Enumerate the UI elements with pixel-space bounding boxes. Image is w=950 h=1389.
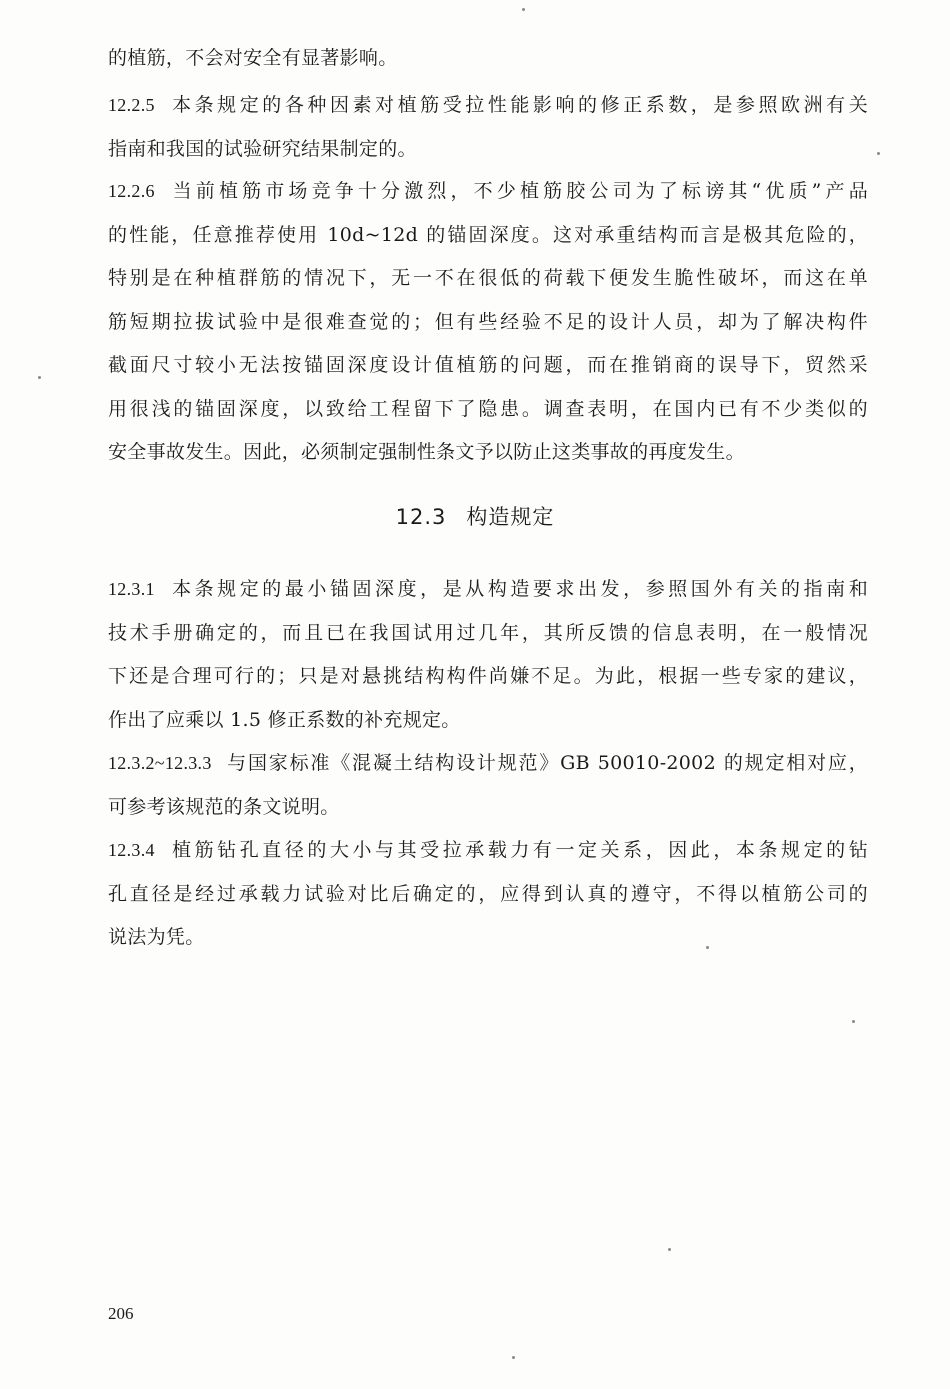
- scan-speck: [668, 1248, 671, 1251]
- text-line: 作出了应乘以 1.5 修正系数的补充规定。: [108, 708, 461, 731]
- clause-number: 12.3.1: [108, 579, 155, 599]
- scan-speck: [706, 946, 709, 949]
- clause-number: 12.2.5: [108, 95, 155, 115]
- text-line: 截面尺寸较小无法按锚固深度设计值植筋的问题，而在推销商的误导下，贸然采: [108, 354, 868, 376]
- text-line: 的性能，任意推荐使用 10d~12d 的锚固深度。这对承重结构而言是极其危险的，: [108, 223, 868, 246]
- clause-12-3-2-to-12-3-3: [108, 742, 868, 829]
- text-run: 植筋钻孔直径的大小与其受拉承载力有一定关系，因此，本条规定的钻: [168, 839, 868, 861]
- text-line: [108, 84, 868, 128]
- text-line: 指南和我国的试验研究结果制定的。: [108, 137, 417, 160]
- section-number: 12.3: [395, 505, 447, 529]
- section-heading: [0, 497, 950, 537]
- text-run: 与国家标准《混凝土结构设计规范》GB 50010-2002 的规定相对应，: [225, 752, 868, 774]
- text-line: [108, 170, 868, 214]
- text-line: 的植筋，不会对安全有显著影响。: [108, 47, 398, 69]
- text-line: 说法为凭。: [108, 926, 205, 948]
- text-run: 本条规定的最小锚固深度，是从构造要求出发，参照国外有关的指南和: [168, 578, 868, 600]
- clause-12-3-1: [108, 568, 868, 742]
- text-line: 筋短期拉拔试验中是很难查觉的；但有些经验不足的设计人员，却为了解决构件: [108, 310, 868, 333]
- text-run: 本条规定的各种因素对植筋受拉性能影响的修正系数，是参照欧洲有关: [168, 94, 868, 116]
- clause-12-2-5: [108, 84, 868, 171]
- scan-speck: [877, 152, 880, 155]
- clause-number: 12.2.6: [108, 181, 155, 201]
- text-line: 安全事故发生。因此，必须制定强制性条文予以防止这类事故的再度发生。: [108, 441, 745, 463]
- clause-number: 12.3.2~12.3.3: [108, 753, 212, 773]
- scan-speck: [852, 1020, 855, 1023]
- scan-speck: [38, 376, 41, 379]
- text-line: 可参考该规范的条文说明。: [108, 795, 340, 818]
- section-title: 构造规定: [466, 505, 555, 529]
- text-line: 技术手册确定的，而且已在我国试用过几年，其所反馈的信息表明，在一般情况: [108, 621, 868, 644]
- text-line: 下还是合理可行的；只是对悬挑结构构件尚嫌不足。为此，根据一些专家的建议，: [108, 665, 868, 687]
- clause-number: 12.3.4: [108, 840, 155, 860]
- text-run: 当前植筋市场竞争十分激烈，不少植筋胶公司为了标谤其“优质”产品: [168, 180, 868, 202]
- page-number: 206: [108, 1304, 134, 1323]
- scan-speck: [512, 1356, 515, 1359]
- clause-12-3-4: [108, 829, 868, 960]
- text-line: [108, 568, 868, 612]
- text-line: 孔直径是经过承载力试验对比后确定的，应得到认真的遵守，不得以植筋公司的: [108, 882, 868, 905]
- text-line: 特别是在种植群筋的情况下，无一不在很低的荷载下便发生脆性破坏，而这在单: [108, 267, 868, 289]
- text-line: [108, 742, 868, 786]
- clause-12-2-6: [108, 170, 868, 475]
- text-line: [108, 829, 868, 873]
- scan-speck: [522, 8, 525, 11]
- text-line: 用很浅的锚固深度，以致给工程留下了隐患。调查表明，在国内已有不少类似的: [108, 397, 868, 420]
- paragraph-continuation: [108, 37, 868, 81]
